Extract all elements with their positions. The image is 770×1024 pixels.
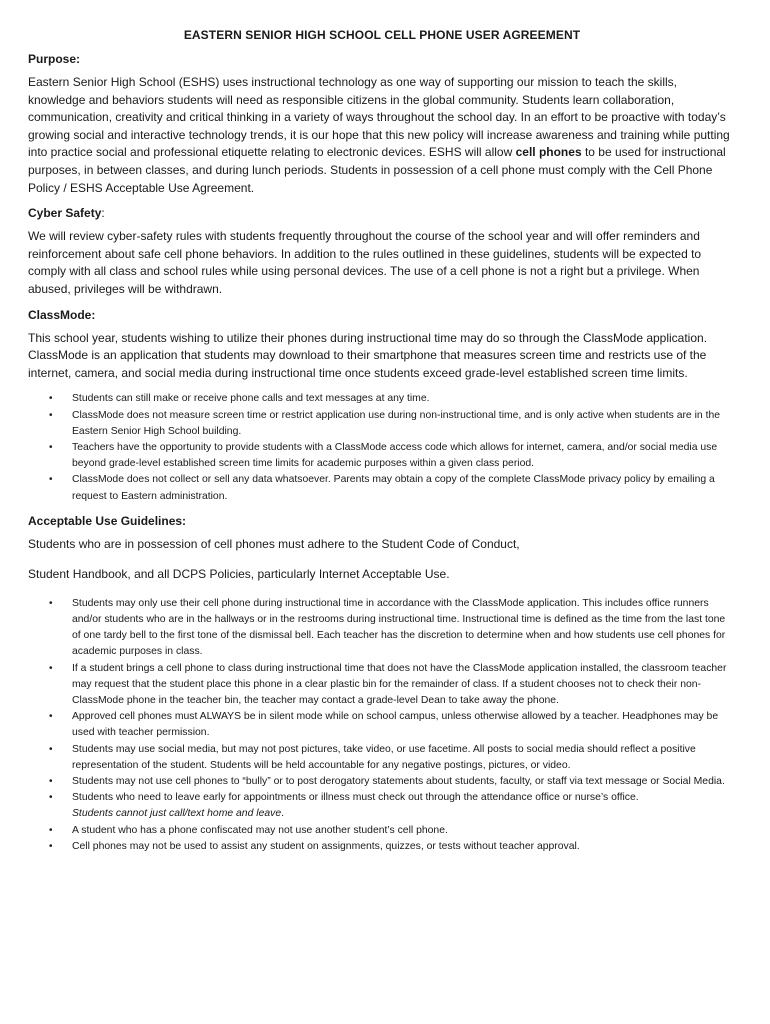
early-leave-text: Students who need to leave early for appointments or illness must check out through the attendance office or nurse’s office.	[72, 792, 639, 804]
list-item	[28, 472, 736, 504]
purpose-text-end: to be used for instructional purposes, in between classes, and during lunch periods. Students in possession of a cell phone must comply with the Cell Phone Policy / ESHS Acceptable Use Agreement.	[28, 145, 726, 195]
bullet-icon: •	[49, 597, 53, 609]
bullet-icon: •	[49, 409, 53, 421]
cyber-safety-heading	[28, 206, 736, 220]
purpose-heading: Purpose:	[28, 52, 81, 66]
bullet-icon: •	[49, 824, 53, 836]
bullet-icon: •	[49, 393, 53, 405]
bullet-icon: •	[49, 474, 53, 486]
acceptable-use-bullet-list	[28, 596, 736, 855]
bullet-icon: •	[49, 662, 53, 674]
list-item	[28, 596, 736, 661]
classmode-paragraph: This school year, students wishing to utilize their phones during instructional time may do so through the ClassMode application. ClassMode is an application that students may download to their smartphone that measures screen time and restricts use of the internet, camera, and social media during instructional time once students exceed grade-level established screen time limits.	[28, 330, 708, 380]
list-item-text: Students can still make or receive phone calls and text messages at any time.	[72, 393, 430, 405]
acceptable-use-line-2: Student Handbook, and all DCPS Policies, particularly Internet Acceptable Use.	[28, 566, 450, 581]
list-item	[28, 774, 736, 790]
classmode-heading: ClassMode:	[28, 307, 96, 322]
acceptable-use-line-1: Students who are in possession of cell phones must adhere to the Student Code of Conduct,	[28, 536, 520, 551]
bullet-icon: •	[49, 711, 53, 723]
list-item	[28, 391, 736, 407]
list-item	[28, 661, 736, 710]
list-item-text: If a student brings a cell phone to class during instructional time that does not have the ClassMode application installed, the classroom teacher may request that the student place this phone in a clear plastic bin for the remainder of class. If a student chooses not to check their non-ClassMode phone in the teacher bin, the teacher may contact a grade-level Dean to take away the phone.	[72, 662, 727, 706]
purpose-bold-cell-phones: cell phones	[515, 145, 582, 160]
early-leave-end: .	[281, 808, 284, 820]
purpose-paragraph	[28, 74, 736, 197]
list-item-text: Teachers have the opportunity to provide students with a ClassMode access code which allows for internet, camera, and/or social media use beyond grade-level established screen time limits for academic purposes within a given class period.	[72, 441, 718, 470]
document-title: EASTERN SENIOR HIGH SCHOOL CELL PHONE USER AGREEMENT	[183, 28, 581, 42]
bullet-icon: •	[49, 743, 53, 755]
cyber-safety-heading-colon: :	[101, 206, 105, 221]
list-item-text: Students may only use their cell phone during instructional time in accordance with the ClassMode application. This includes office runners and/or students who are in the hallways or in the restrooms during instructional time. Instructional time is defined as the time from the last tone of one tardy bell to the first tone of the dismissal bell. Each teacher has the discretion to determine when and how students use cell phones for academic purposes in class.	[72, 597, 726, 658]
list-item	[28, 823, 736, 839]
bullet-icon: •	[49, 840, 53, 852]
classmode-bullet-list	[28, 391, 736, 504]
list-item-text: A student who has a phone confiscated may not use another student’s cell phone.	[72, 824, 448, 836]
cyber-safety-heading-text: Cyber Safety	[28, 206, 102, 221]
list-item-text: ClassMode does not collect or sell any data whatsoever. Parents may obtain a copy of the complete ClassMode privacy policy by emailing a request to Eastern administration.	[72, 474, 715, 502]
list-item	[28, 709, 736, 741]
list-item	[28, 839, 736, 855]
bullet-icon: •	[49, 441, 53, 453]
bullet-icon: •	[49, 775, 53, 787]
cyber-safety-paragraph: We will review cyber-safety rules with students frequently throughout the course of the school year and will offer reminders and reinforcement about safe cell phone behaviors. In addition to the rules outlined in these guidelines, students will be expected to comply with all class and school rules while using personal devices. The use of a cell phone is not a right but a privilege. When abused, privileges will be withdrawn.	[28, 229, 702, 296]
list-item	[28, 790, 736, 822]
purpose-text-start: Eastern Senior High School (ESHS) uses instructional technology as one way of supporting our mission to teach the skills, knowledge and behaviors students will need as responsible citizens in the global community. Students learn collaboration, communication, creativity and critical thinking in a variety of ways throughout the school day. In an effort to be proactive with today’s growing social and interactive technology trends, it is our hope that this new policy will increase awareness and training while putting into practice social and professional etiquette relating to electronic devices. ESHS will allow	[28, 75, 730, 160]
list-item-text: ClassMode does not measure screen time or restrict application use during non-instructional time, and is only active when students are in the Eastern Senior High School building.	[72, 409, 721, 437]
list-item	[28, 742, 736, 774]
list-item	[28, 440, 736, 472]
list-item-text: Students may use social media, but may not post pictures, take video, or use facetime. All posts to social media should reflect a positive representation of the student. Students will be held accountable for any negative postings, pictures, or video.	[72, 743, 696, 771]
list-item-text: Cell phones may not be used to assist any student on assignments, quizzes, or tests without teacher approval.	[72, 840, 580, 852]
list-item	[28, 408, 736, 440]
bullet-icon: •	[49, 792, 53, 804]
list-item-text: Approved cell phones must ALWAYS be in silent mode while on school campus, unless otherwise allowed by a teacher. Headphones may be used with teacher permission.	[72, 711, 719, 739]
list-item-text: Students may not use cell phones to “bully” or to post derogatory statements about students, faculty, or staff via text message or Social Media.	[72, 775, 725, 787]
acceptable-use-heading: Acceptable Use Guidelines:	[28, 513, 187, 528]
early-leave-italic: Students cannot just call/text home and leave	[72, 808, 282, 820]
